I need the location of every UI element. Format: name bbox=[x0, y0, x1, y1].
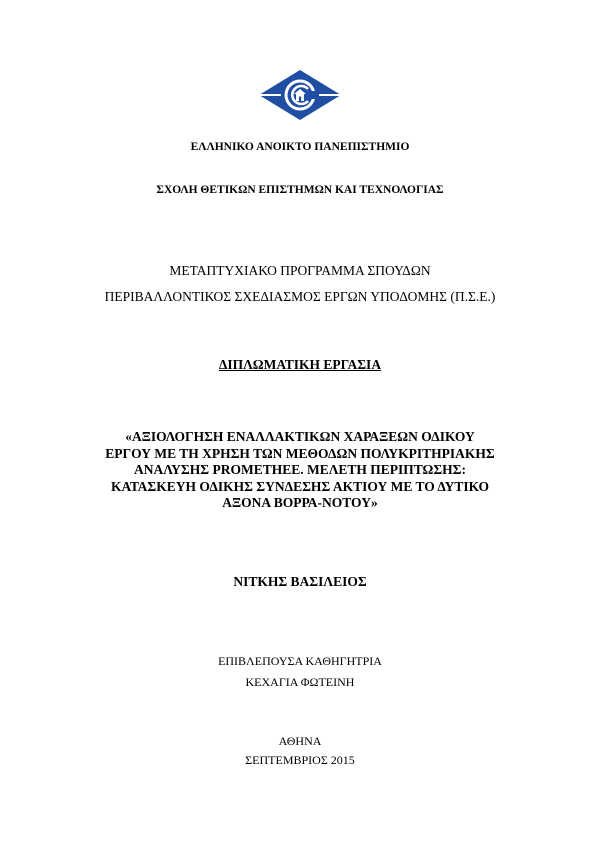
thesis-label: ΔΙΠΛΩΜΑΤΙΚΗ ΕΡΓΑΣΙΑ bbox=[218, 357, 382, 372]
program-name-line1: ΜΕΤΑΠΤΥΧΙΑΚΟ ΠΡΟΓΡΑΜΜΑ ΣΠΟΥΔΩΝ bbox=[169, 263, 431, 278]
university-logo-icon bbox=[259, 70, 341, 120]
thesis-title bbox=[60, 429, 540, 512]
author-name: ΝΙΤΚΗΣ ΒΑΣΙΛΕΙΟΣ bbox=[233, 574, 367, 589]
date: ΣΕΠΤΕΜΒΡΙΟΣ 2015 bbox=[245, 753, 355, 767]
supervisor-label: ΕΠΙΒΛΕΠΟΥΣΑ ΚΑΘΗΓΗΤΡΙΑ bbox=[218, 654, 382, 668]
school-name: ΣΧΟΛΗ ΘΕΤΙΚΩΝ ΕΠΙΣΤΗΜΩΝ ΚΑΙ ΤΕΧΝΟΛΟΓΙΑΣ bbox=[156, 184, 444, 196]
thesis-title-line: «ΑΞΙΟΛΟΓΗΣΗ ΕΝΑΛΛΑΚΤΙΚΩΝ ΧΑΡΑΞΕΩΝ ΟΔΙΚΟΥ bbox=[125, 429, 475, 444]
thesis-title-line: ΕΡΓΟΥ ΜΕ ΤΗ ΧΡΗΣΗ ΤΩΝ ΜΕΘΟΔΩΝ ΠΟΛΥΚΡΙΤΗΡΙΑΚΗΣ bbox=[105, 445, 495, 461]
university-name: ΕΛΛΗΝΙΚΟ ΑΝΟΙΚΤΟ ΠΑΝΕΠΙΣΤΗΜΙΟ bbox=[190, 141, 410, 153]
city: ΑΘΗΝΑ bbox=[278, 734, 322, 748]
program-name-line2: ΠΕΡΙΒΑΛΛΟΝΤΙΚΟΣ ΣΧΕΔΙΑΣΜΟΣ ΕΡΓΩΝ ΥΠΟΔΟΜΗΣ (Π.Σ.Ε.) bbox=[104, 289, 496, 304]
thesis-title-line: ΑΞΟΝΑ ΒΟΡΡΑ-ΝΟΤΟΥ» bbox=[222, 495, 378, 511]
thesis-title-line: ΑΝΑΛΥΣΗΣ PROMETHEE. ΜΕΛΕΤΗ ΠΕΡΙΠΤΩΣΗΣ: bbox=[133, 462, 466, 478]
thesis-title-line: ΚΑΤΑΣΚΕΥΗ ΟΔΙΚΗΣ ΣΥΝΔΕΣΗΣ ΑΚΤΙΟΥ ΜΕ ΤΟ ΔΥΤΙΚΟ bbox=[111, 478, 489, 494]
supervisor-name: ΚΕΧΑΓΙΑ ΦΩΤΕΙΝΗ bbox=[245, 675, 355, 689]
